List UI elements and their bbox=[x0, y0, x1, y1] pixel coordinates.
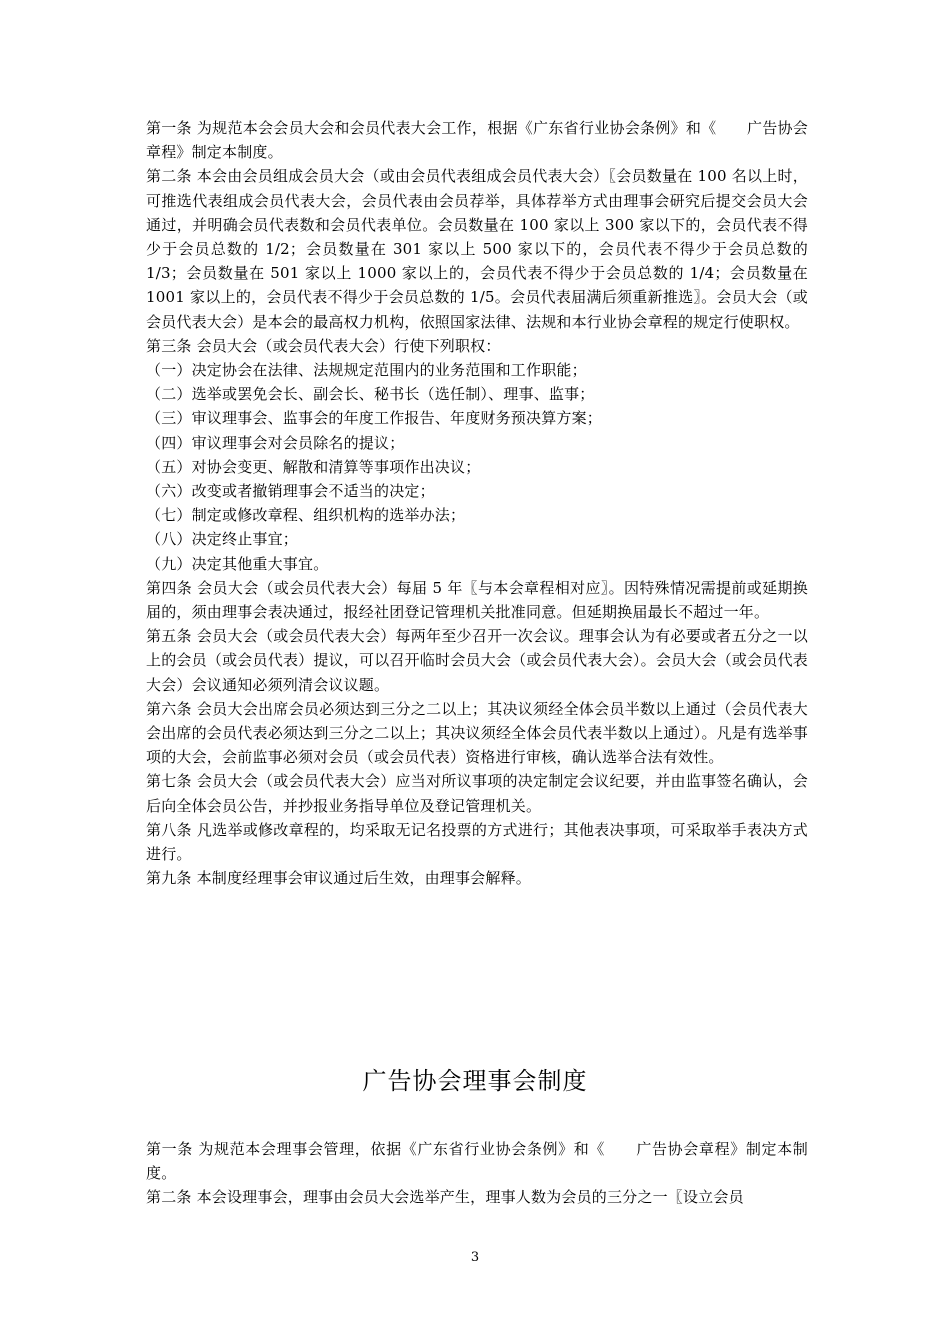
article-4: 第四条 会员大会（或会员代表大会）每届 5 年〖与本会章程相对应〗。因特殊情况需提前或延期换届的，须由理事会表决通过，报经社团登记管理机关批准同意。但延期换届最长不超过一年。 bbox=[146, 578, 808, 622]
article-1: 第一条 为规范本会会员大会和会员代表大会工作，根据《广东省行业协会条例》和《 广告协会章程》制定本制度。 bbox=[146, 119, 808, 162]
article-3-item-1: （一）决定协会在法律、法规规定范围内的业务范围和工作职能； bbox=[146, 361, 587, 380]
article-7: 第七条 会员大会（或会员代表大会）应当对所议事项的决定制定会议纪要，并由监事签名确认，会后向全体会员公告，并抄报业务指导单位及登记管理机关。 bbox=[146, 772, 808, 815]
article-3-item-6: （六）改变或者撤销理事会不适当的决定； bbox=[146, 482, 435, 501]
article-5: 第五条 会员大会（或会员代表大会）每两年至少召开一次会议。理事会认为有必要或者五分之一以上的会员（或会员代表）提议，可以召开临时会员大会（或会员代表大会）。会员大会（或会员代表大会）会议通知必须列清会议议题。 bbox=[146, 627, 808, 694]
board-article-1: 第一条 为规范本会理事会管理，依据《广东省行业协会条例》和《 广告协会章程》制定本制度。 bbox=[146, 1140, 808, 1183]
article-8: 第八条 凡选举或修改章程的，均采取无记名投票的方式进行；其他表决事项，可采取举手表决方式进行。 bbox=[146, 820, 808, 864]
section2-body bbox=[146, 1137, 808, 1210]
article-3-item-5: （五）对协会变更、解散和清算等事项作出决议； bbox=[146, 457, 481, 476]
article-3: 第三条 会员大会（或会员代表大会）行使下列职权： bbox=[146, 336, 501, 355]
section-title: 广告协会理事会制度 bbox=[362, 1067, 588, 1095]
article-6: 第六条 会员大会出席会员必须达到三分之二以上；其决议须经全体会员半数以上通过（会员代表大会出席的会员代表必须达到三分之二以上；其决议须经全体会员代表半数以上通过）。凡是有选举事项的大会，会前监事必须对会员（或会员代表）资格进行审核，确认选举合法有效性。 bbox=[146, 699, 808, 767]
article-3-item-3: （三）审议理事会、监事会的年度工作报告、年度财务预决算方案； bbox=[146, 409, 603, 428]
board-article-2: 第二条 本会设理事会，理事由会员大会选举产生，理事人数为会员的三分之一〖设立会员 bbox=[146, 1188, 744, 1207]
article-3-item-2: （二）选举或罢免会长、副会长、秘书长（选任制）、理事、监事； bbox=[146, 385, 595, 404]
section1-body bbox=[146, 116, 808, 891]
article-9: 第九条 本制度经理事会审议通过后生效，由理事会解释。 bbox=[146, 869, 531, 888]
article-3-item-9: （九）决定其他重大事宜。 bbox=[146, 554, 329, 573]
article-3-item-4: （四）审议理事会对会员除名的提议； bbox=[146, 433, 405, 452]
article-3-item-7: （七）制定或修改章程、组织机构的选举办法； bbox=[146, 506, 466, 525]
article-2: 第二条 本会由会员组成会员大会（或由会员代表组成会员代表大会）〖会员数量在 100 名以上时，可推选代表组成会员代表大会，会员代表由会员荐举，具体荐举方式由理事会研究后提交会员大会通过，并明确会员代表数和会员代表单位。会员数量在 100 家以上 300 家以下的，会员代表不得少于会员总数的 1/2；会员数量在 301 家以上 500 家以下的，会员代表不得少于会员总数的 1/3；会员数量在 501 家以上 1000 家以上的，会员代表不得少于会员总数的 1/4；会员数量在 1001 家以上的，会员代表不得少于会员总数的 1/5。会员代表届满后须重新推选〗。会员大会（或会员代表大会）是本会的最高权力机构，依照国家法律、法规和本行业协会章程的规定行使职权。 bbox=[146, 167, 808, 331]
page-number: 3 bbox=[470, 1250, 480, 1265]
article-3-item-8: （八）决定终止事宜； bbox=[146, 530, 299, 549]
